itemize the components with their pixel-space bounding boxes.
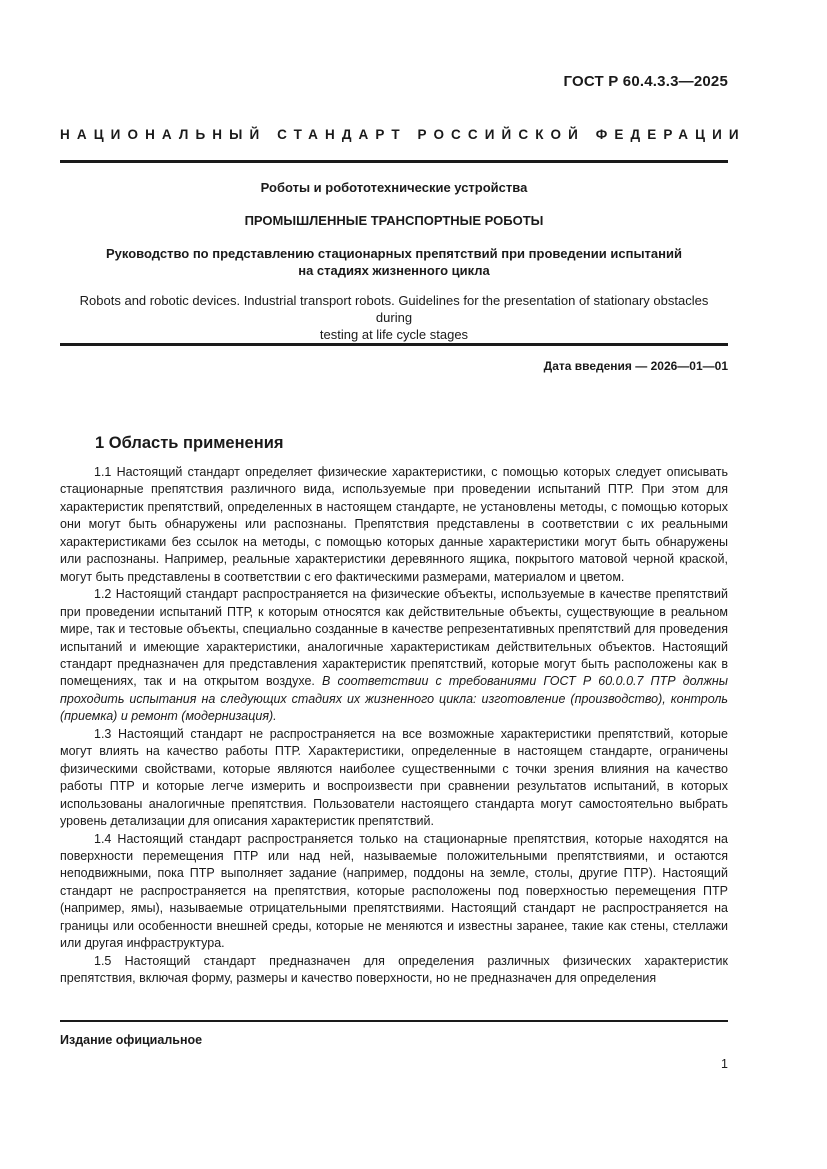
official-edition-label: Издание официальное: [60, 1033, 203, 1047]
section-heading-scope: 1 Область применения: [95, 434, 284, 452]
subtitle-line-2: на стадиях жизненного цикла: [298, 263, 490, 278]
subtitle-line-1: Руководство по представлению стационарных препятствий при проведении испытаний: [106, 246, 682, 261]
paragraph-1-2-text: 1.2 Настоящий стандарт распространяется на физические объекты, используемые в качестве препятствий при проведении испытаний ПТР, к которым относятся как действительные объекты, существующие в реальном мире, так и тестовые объекты, специально созданные в качестве репрезентативных препятствий для проведения испытаний и имеющие характеристики, аналогичные характеристикам действительных объектов. Настоящий стандарт предназначен для представления характеристик препятствий, которые могут быть расположены как в помещениях, так и на открытом воздухе.: [60, 587, 728, 689]
introduction-date: Дата введения — 2026—01—01: [543, 359, 728, 373]
section-body: [60, 464, 728, 988]
standard-subtitle: [60, 245, 728, 279]
paragraph-1-1: 1.1 Настоящий стандарт определяет физические характеристики, с помощью которых следует описывать стационарные препятствия различного вида, используемые при проведении испытаний ПТР. При этом для характеристик препятствий, определенных в настоящем стандарте, не установлены методы, с помощью которых они могут быть обнаружены или распознаны. Препятствия представлены в соответствии с их реальными характеристиками без ссылок на методы, с помощью которых данные характеристики могут быть обнаружены или распознаны. Например, реальные характеристики деревянного ящика, покрытого матовой черной краской, могут быть представлены в соответствии с его фактическими размерами, материалом и цветом.: [60, 465, 728, 584]
footer-divider: [60, 1020, 728, 1022]
english-title-line-1: Robots and robotic devices. Industrial transport robots. Guidelines for the presentation of stationary obstacles during: [79, 293, 709, 325]
english-title: [60, 292, 728, 343]
standard-title: ПРОМЫШЛЕННЫЕ ТРАНСПОРТНЫЕ РОБОТЫ: [244, 213, 544, 228]
english-title-line-2: testing at life cycle stages: [319, 327, 469, 342]
paragraph-1-2-italic: В соответствии с требованиями ГОСТ Р 60.0.0.7 ПТР должны проходить испытания на следующих стадиях их жизненного цикла: изготовление (производство), контроль (приемка) и ремонт (модернизация).: [60, 674, 729, 724]
page-number: 1: [721, 1057, 728, 1071]
paragraph-1-5: 1.5 Настоящий стандарт предназначен для определения различных физических характеристик препятствия, включая форму, размеры и качество поверхности, но не предназначен для определения: [60, 953, 728, 986]
header-divider: [60, 160, 728, 163]
paragraph-1-3: 1.3 Настоящий стандарт не распространяется на все возможные характеристики препятствий, которые могут влиять на качество работы ПТР. Характеристики, определенные в настоящем стандарте, ограничены физическими свойствами, которые являются наиболее существенными с точки зрения влияния на качество работы ПТР и которые легче измерить и воспроизвести при сравнении результатов испытаний, в которых использованы аналогичные препятствия. Пользователи настоящего стандарта могут самостоятельно выбрать уровень детализации для описания характеристик препятствий.: [60, 726, 728, 829]
paragraph-1-4: 1.4 Настоящий стандарт распространяется только на стационарные препятствия, которые находятся на поверхности перемещения ПТР или над ней, называемые положительными препятствиями, и остаются неподвижными, пока ПТР выполняет задание (например, поддоны на земле, столы, другие ПТР). Настоящий стандарт не распространяется на препятствия, которые расположены под поверхностью перемещения ПТР (например, ямы), называемые отрицательными препятствиями. Настоящий стандарт не распространяется на границы или особенности внешней среды, которые не меняются и известны заранее, такие как стены, стеллажи или другая инфраструктура.: [60, 831, 728, 951]
title-divider: [60, 343, 728, 346]
national-standard-title: НАЦИОНАЛЬНЫЙ СТАНДАРТ РОССИЙСКОЙ ФЕДЕРАЦИИ: [60, 127, 746, 142]
standard-subject: Роботы и робототехнические устройства: [260, 180, 528, 195]
paragraph-1-2: [60, 586, 728, 726]
document-number: ГОСТ Р 60.4.3.3—2025: [563, 73, 728, 90]
